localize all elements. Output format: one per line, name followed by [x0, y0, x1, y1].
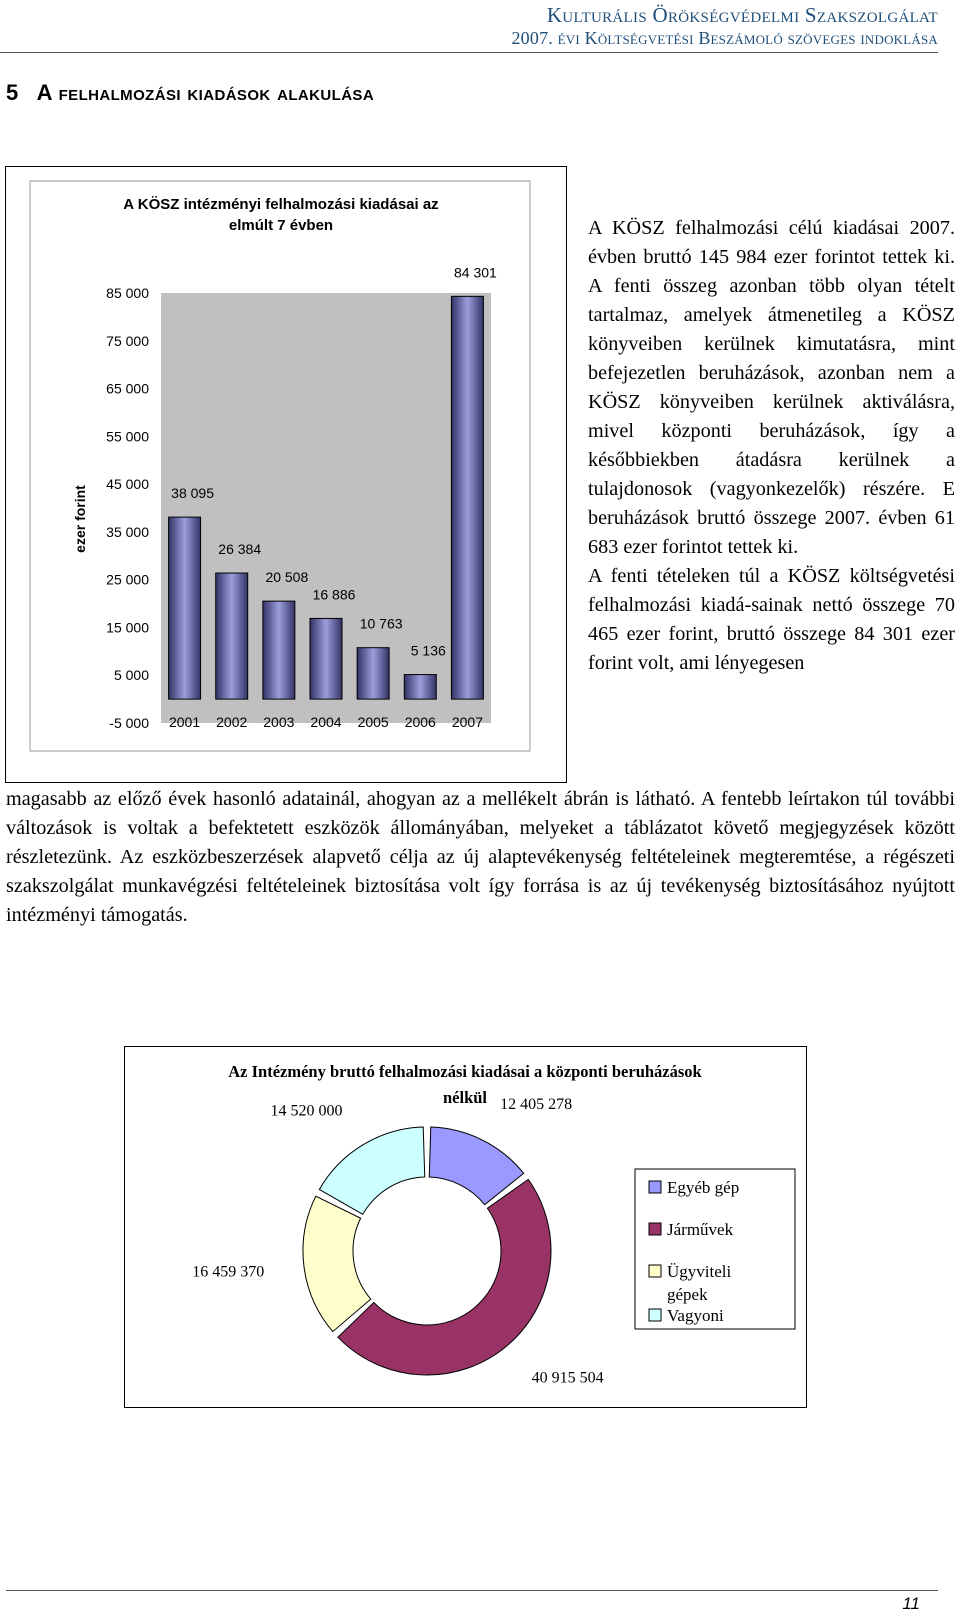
slice-value-label: 16 459 370	[192, 1263, 265, 1281]
donut-title-line-1: Az Intézmény bruttó felhalmozási kiadásai a központi beruházások	[228, 1062, 702, 1081]
y-axis-label: ezer forint	[72, 485, 88, 553]
bar-value-label: 20 508	[265, 569, 309, 586]
bar-2007	[451, 296, 483, 699]
x-tick-label: 2001	[168, 714, 201, 730]
y-tick-label: 15 000	[106, 619, 149, 636]
slice-Ügyviteli gépek	[303, 1196, 371, 1331]
paragraph-net-gross-start: A fenti tételeken túl a KÖSZ költségvetési felhalmozási kiadá-sainak nettó összege 70 465 ezer forint, bruttó összege 84 301 ezer forint volt, ami lényegesen	[588, 565, 955, 674]
slice-Vagyoni	[319, 1127, 424, 1214]
paragraph-summary: A KÖSZ felhalmozási célú kiadásai 2007. évben bruttó 145 984 ezer forintot tettek ki. A fenti összeg azonban több olyan tételt tartalmaz, amelyek átmenetileg a KÖSZ könyveiben kerülnek kimutatásra, mint befejezetlen beruházások, azonban nem a KÖSZ könyveiben kerülnek aktiválásra, mivel központi beruházások, így a későbbiekben átadásra kerülnek a tulajdonosok (vagyonkezelők) részére. E beruházások bruttó összege 2007. évben 61 683 ezer forintot tettek ki.	[588, 217, 955, 558]
bar-value-label: 16 886	[312, 586, 356, 603]
x-tick-label: 2006	[404, 714, 436, 730]
bar-2001	[169, 517, 201, 699]
x-tick-label: 2004	[310, 714, 342, 730]
y-tick-label: 85 000	[106, 285, 149, 301]
bar-value-label: 10 763	[359, 615, 403, 632]
slice-Járművek	[338, 1179, 551, 1375]
donut-title-line-2: nélkül	[442, 1088, 488, 1107]
slice-value-label: 40 915 504	[531, 1369, 604, 1387]
legend-label: gépek	[667, 1285, 708, 1304]
y-tick-label: 5 000	[113, 667, 149, 684]
full-width-text-block	[6, 785, 955, 930]
bar-2005	[357, 648, 389, 699]
bar-value-label: 38 095	[171, 485, 214, 502]
y-tick-label: 25 000	[106, 571, 149, 588]
bar-2006	[404, 675, 436, 700]
legend-swatch	[649, 1223, 661, 1235]
paragraph-continuation: magasabb az előző évek hasonló adatainál, ahogyan az a mellékelt ábrán is látható. A fentebb leírtakon túl további változások is voltak a befektetett eszközök állományában, melyeket a táblázatot követő megjegyzések között részletezünk. Az eszközbeszerzések alapvető célja az új alaptevékenység feltételeinek megteremtése, a régészeti szakszolgálat munkavégzési feltételeinek biztosítása volt így forrása is az új tevékenység biztosításához nyújtott intézményi támogatás.	[6, 788, 955, 926]
header-institution: Kulturális Örökségvédelmi Szakszolgálat	[546, 3, 938, 27]
bar-2004	[310, 618, 342, 699]
chart-title-line-1: A KÖSZ intézményi felhalmozási kiadásai az	[123, 196, 439, 213]
y-tick-label: 65 000	[106, 380, 149, 397]
legend-label: Egyéb gép	[667, 1178, 740, 1197]
y-tick-label: -5 000	[109, 715, 149, 731]
slice-value-label: 14 520 000	[270, 1102, 343, 1120]
y-tick-label: 35 000	[106, 523, 149, 540]
y-tick-label: 55 000	[106, 428, 149, 445]
section-number: 5	[6, 80, 19, 105]
bar-value-label: 26 384	[218, 541, 262, 558]
header-rule	[0, 52, 938, 53]
section-heading	[6, 80, 374, 106]
legend-label: Vagyoni	[667, 1306, 724, 1325]
legend-swatch	[649, 1181, 661, 1193]
x-tick-label: 2007	[451, 714, 484, 730]
legend-swatch	[649, 1265, 661, 1277]
section-title: A felhalmozási kiadások alakulása	[36, 80, 375, 105]
x-tick-label: 2002	[216, 714, 248, 730]
wrapped-text-block	[588, 214, 955, 678]
bar-chart-frame	[5, 166, 567, 783]
legend-swatch	[649, 1309, 661, 1321]
bar-2002	[216, 573, 248, 699]
y-tick-label: 45 000	[106, 476, 149, 493]
donut-chart	[125, 1047, 806, 1407]
x-tick-label: 2005	[357, 714, 389, 730]
chart-title-line-2: elmúlt 7 évben	[228, 217, 334, 234]
bar-chart	[6, 167, 566, 782]
x-tick-label: 2003	[263, 714, 295, 730]
bar-value-label: 84 301	[454, 264, 497, 281]
bar-2003	[263, 601, 295, 699]
y-tick-label: 75 000	[106, 332, 149, 349]
footer-rule	[6, 1590, 938, 1591]
legend-label: Járművek	[667, 1220, 734, 1239]
legend-label: Ügyviteli	[667, 1262, 732, 1281]
bar-value-label: 5 136	[410, 642, 446, 659]
page-number: 11	[902, 1594, 920, 1613]
header-document-title: 2007. évi Költségvetési Beszámoló szöveges indoklása	[511, 28, 938, 48]
donut-chart-frame	[124, 1046, 807, 1408]
slice-value-label: 12 405 278	[500, 1096, 573, 1114]
